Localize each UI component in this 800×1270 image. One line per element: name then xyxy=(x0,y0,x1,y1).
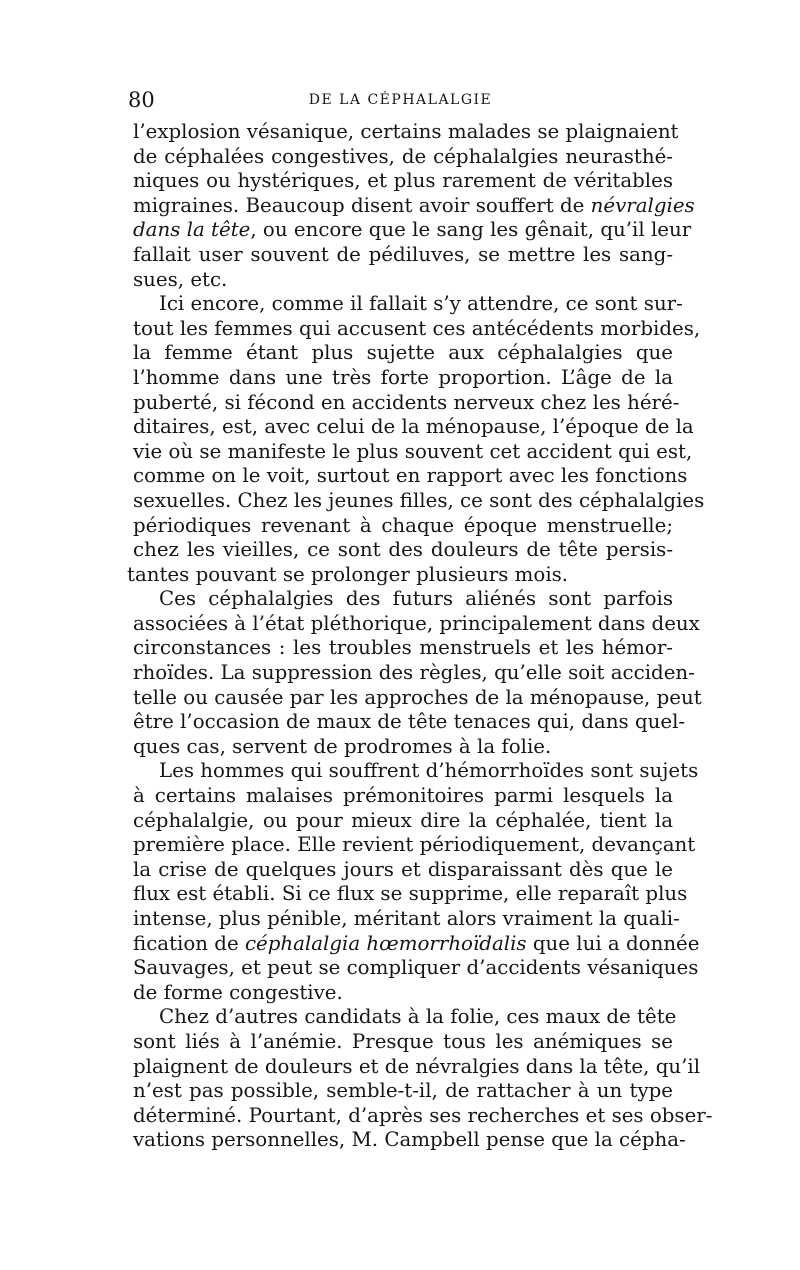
page-header xyxy=(128,88,673,118)
text-line xyxy=(133,1054,701,1080)
text-line xyxy=(133,833,696,858)
page-number: 80 xyxy=(128,88,155,112)
text-line xyxy=(133,858,673,883)
text-line xyxy=(133,218,692,243)
text-line xyxy=(133,145,673,170)
text-segment: associées à l’état pléthorique, principalement dans deux xyxy=(133,611,700,635)
text-segment: l’explosion vésanique, certains malades se plaignaient xyxy=(133,120,679,143)
text-line xyxy=(133,1079,673,1104)
text-line xyxy=(133,243,673,268)
text-line xyxy=(133,636,673,661)
text-segment: ditaires, est, avec celui de la ménopause, l’époque de la xyxy=(133,415,694,439)
text-segment: chez les vieilles, ce sont des douleurs de tête persis- xyxy=(133,538,673,562)
italic-segment: névralgies xyxy=(590,193,695,217)
text-line xyxy=(133,931,700,957)
text-segment: tout les femmes qui accusent ces antécédents morbides, xyxy=(133,316,701,340)
text-segment: Chez d’autres candidats à la folie, ces maux de tête xyxy=(159,1005,677,1029)
text-segment: tantes pouvant se prolonger plusieurs mois. xyxy=(127,562,569,586)
text-line xyxy=(133,120,679,145)
text-line xyxy=(133,882,688,907)
text-segment: fication de xyxy=(133,931,245,955)
text-segment: sues, etc. xyxy=(133,267,228,291)
text-segment: flux est établi. Si ce flux se supprime, elle reparaît plus xyxy=(133,882,688,906)
text-segment: de forme congestive. xyxy=(133,980,343,1004)
text-segment: migraines. Beaucoup disent avoir souffert de xyxy=(133,193,591,217)
text-segment: la femme étant plus sujette aux céphalalgies que xyxy=(133,341,673,365)
text-line xyxy=(133,439,693,465)
text-segment: puberté, si fécond en accidents nerveux chez les héré- xyxy=(133,390,680,414)
text-line xyxy=(133,907,680,932)
text-line xyxy=(133,759,699,784)
text-segment: vations personnelles, M. Campbell pense que la cépha- xyxy=(133,1128,686,1152)
italic-segment: dans la tête xyxy=(133,218,251,242)
text-line xyxy=(133,1030,673,1055)
text-segment: vie où se manifeste le plus souvent cet accident qui est, xyxy=(133,439,693,463)
text-segment: première place. Elle revient périodiquement, devançant xyxy=(133,833,696,857)
text-segment: déterminé. Pourtant, d’après ses recherches et ses obser- xyxy=(133,1103,713,1127)
text-line xyxy=(133,193,695,219)
text-line xyxy=(133,981,673,1006)
text-line xyxy=(133,366,673,391)
text-segment: ques cas, servent de prodromes à la folie. xyxy=(133,734,552,758)
text-line xyxy=(133,809,673,834)
text-line xyxy=(133,415,694,440)
text-line xyxy=(133,292,683,317)
text-line xyxy=(133,735,673,760)
text-line xyxy=(133,685,702,711)
text-segment: Sauvages, et peut se compliquer d’accidents vésaniques xyxy=(133,956,699,980)
text-segment: la crise de quelques jours et disparaissant dès que le xyxy=(133,857,673,881)
text-segment: céphalalgie, ou pour mieux dire la céphalée, tient la xyxy=(133,808,673,832)
text-line xyxy=(133,1128,686,1153)
text-segment: circonstances : les troubles menstruels et les hémor- xyxy=(133,636,673,660)
text-segment: périodiques revenant à chaque époque menstruelle; xyxy=(133,513,673,537)
text-line xyxy=(133,956,699,981)
text-segment: l’homme dans une très forte proportion. L’âge de la xyxy=(133,365,673,389)
text-segment: de céphalées congestives, de céphalalgies neurasthé- xyxy=(133,144,673,168)
body-text xyxy=(127,120,713,1153)
text-segment: niques ou hystériques, et plus rarement de véritables xyxy=(133,169,673,193)
running-head: DE LA CÉPHALALGIE xyxy=(308,92,493,108)
text-segment: rhoïdes. La suppression des règles, qu’elle soit acciden- xyxy=(133,661,695,685)
text-segment: fallait user souvent de pédiluves, se mettre les sang- xyxy=(133,242,673,266)
text-segment: Ici encore, comme il fallait s’y attendre, ce sont sur- xyxy=(159,292,683,316)
text-segment: Ces céphalalgies des futurs aliénés sont parfois xyxy=(159,587,673,611)
italic-segment: céphalalgia hœmorrhoïdalis xyxy=(244,931,527,955)
text-segment: plaignent de douleurs et de névralgies dans la tête, qu’il xyxy=(133,1054,701,1078)
text-line xyxy=(133,316,701,342)
text-segment: que lui a donnée xyxy=(526,931,700,955)
text-line xyxy=(133,710,686,735)
text-line xyxy=(133,514,673,539)
text-line xyxy=(127,563,673,588)
text-line xyxy=(133,341,673,366)
text-line xyxy=(133,611,700,637)
text-line xyxy=(133,169,673,194)
text-segment: à certains malaises prémonitoires parmi lesquels la xyxy=(133,784,673,808)
text-segment: être l’occasion de maux de tête tenaces qui, dans quel- xyxy=(133,710,686,734)
text-segment: comme on le voit, surtout en rapport avec les fonctions xyxy=(133,464,688,488)
text-line xyxy=(133,390,680,416)
text-segment: telle ou causée par les approches de la ménopause, peut xyxy=(133,685,702,709)
text-line xyxy=(133,661,695,686)
text-line xyxy=(133,784,673,809)
text-line xyxy=(133,464,688,489)
text-line xyxy=(133,488,705,514)
text-line xyxy=(133,1103,713,1129)
text-segment: , ou encore que le sang les gênait, qu’il leur xyxy=(250,218,692,242)
text-line xyxy=(133,1005,677,1030)
text-line xyxy=(133,538,673,563)
text-line xyxy=(133,268,673,293)
text-segment: sont liés à l’anémie. Presque tous les anémiques se xyxy=(133,1029,673,1053)
text-line xyxy=(133,587,673,612)
text-segment: n’est pas possible, semble-t-il, de rattacher à un type xyxy=(133,1079,673,1103)
text-segment: intense, plus pénible, méritant alors vraiment la quali- xyxy=(133,907,680,930)
text-segment: Les hommes qui souffrent d’hémorrhoïdes sont sujets xyxy=(159,759,699,783)
text-segment: sexuelles. Chez les jeunes filles, ce sont des céphalalgies xyxy=(133,488,705,512)
